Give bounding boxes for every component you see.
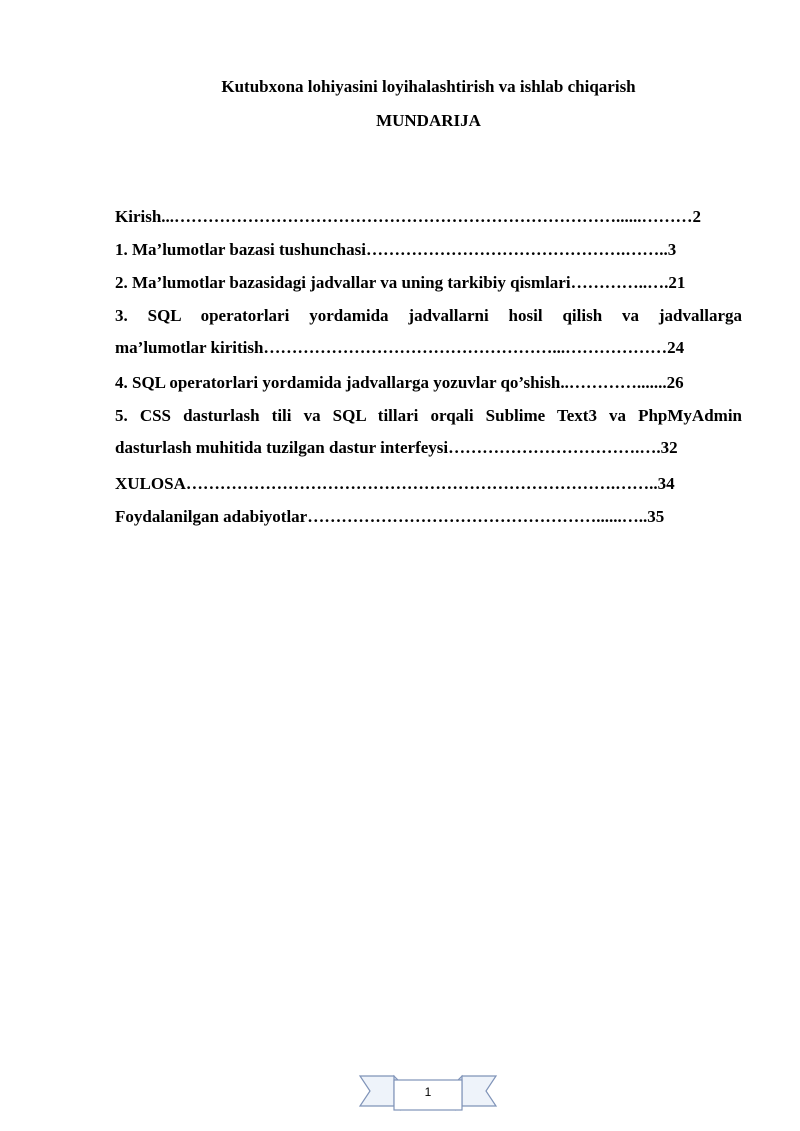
toc-entry-xulosa: XULOSA………………………………………………………………….……..34 [115,474,675,493]
toc-entry-3-line2: ma’lumotlar kiritish……………………………………………...………………24 [115,338,685,357]
toc-entry-5 [115,405,742,459]
toc-entry-5-line1: 5. CSS dasturlash tili va SQL tillari orqali Sublime Text3 va PhpMyAdmin [115,406,742,425]
toc-entry-kirish: Kirish...……………………………………………………………………......………2 [115,207,702,226]
page-number: 1 [424,1085,432,1099]
toc-entry-1: 1. Ma’lumotlar bazasi tushunchasi……………………………………….……..3 [115,240,677,259]
toc-entry-3 [115,305,742,359]
toc-entry-5-line2: dasturlash muhitida tuzilgan dastur interfeysi…………………………….….32 [115,438,678,457]
toc-entry-4: 4. SQL operatorlari yordamida jadvallarga yozuvlar qo’shish..………….......26 [115,373,684,392]
toc-entry-adabiyotlar: Foydalanilgan adabiyotlar……………………………………………......…..35 [115,507,665,526]
table-of-contents [115,206,742,528]
document-title: Kutubxona lohiyasini loyihalashtirish va ishlab chiqarish [221,77,636,96]
toc-heading: MUNDARIJA [376,111,481,130]
toc-entry-3-line1: 3. SQL operatorlari yordamida jadvallarni hosil qilish va jadvallarga [115,306,742,325]
toc-entry-2: 2. Ma’lumotlar bazasidagi jadvallar va uning tarkibiy qismlari…………..….21 [115,273,686,292]
page-number-ribbon [358,1072,498,1112]
